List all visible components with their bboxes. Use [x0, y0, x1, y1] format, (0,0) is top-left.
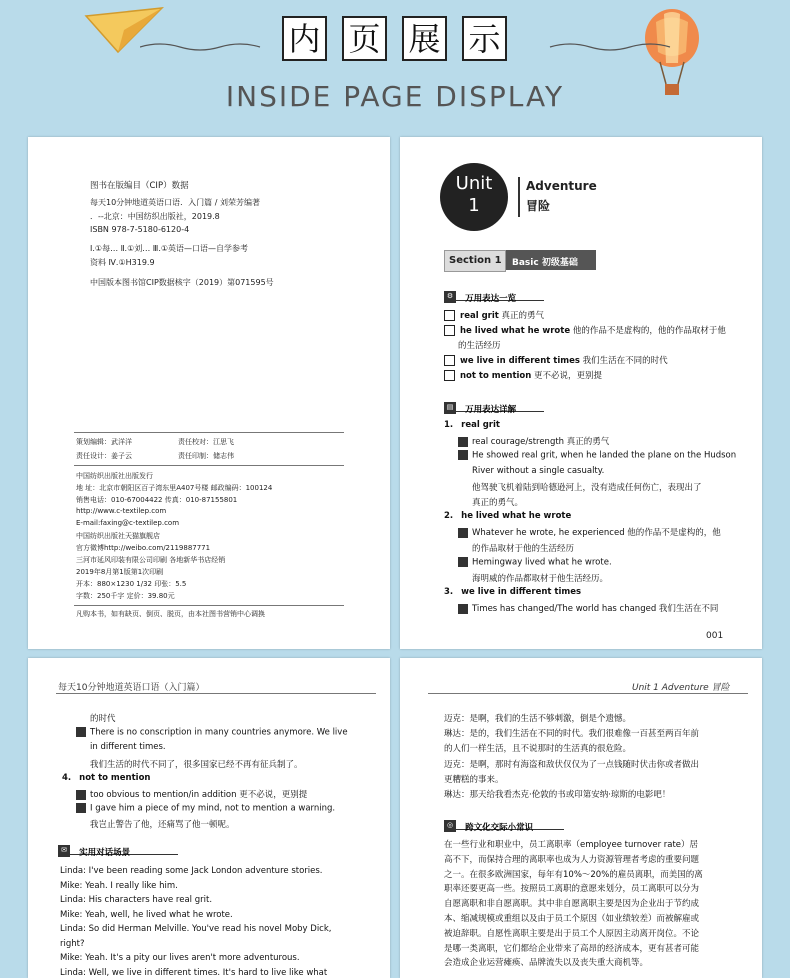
publisher-line: 2019年8月第1版第1次印刷: [76, 568, 164, 576]
example-icon: [458, 528, 468, 538]
overview-title: 万用表达一览: [465, 294, 517, 304]
entry-continuation: 的作品取材于他的生活经历: [472, 543, 575, 554]
section-label: Section 1: [449, 255, 502, 266]
page-copyright: [28, 137, 390, 649]
culture-line: 会造成企业运营瘫痪、品牌流失以及丧失重大商机等。: [444, 958, 649, 969]
synonym-line: [458, 435, 609, 447]
culture-title: 跨文化交际小常识: [465, 823, 534, 833]
detail-title: 万用表达详解: [465, 405, 517, 415]
overview-item-cont: 的生活经历: [458, 341, 501, 351]
unit-title-en: Adventure: [526, 179, 597, 193]
header-rule: [56, 693, 376, 694]
entry-continuation: River without a single casualty.: [472, 465, 605, 476]
example-icon: [458, 450, 468, 460]
overview-item: not to mention 更不必说，更别提: [444, 369, 602, 381]
overview-heading: [444, 286, 544, 304]
entry-text: I gave him a piece of my mind, not to mention a warning.: [90, 803, 336, 814]
entry-continuation: 真正的勇气。: [472, 498, 524, 508]
entry-text: There is no conscription in many countries anymore. We live: [90, 727, 348, 738]
cip-line: 每天10分钟地道英语口语．入门篇 / 刘荣芳编著: [90, 198, 260, 207]
section-sub-box: [506, 250, 596, 270]
book-icon: ▤: [444, 402, 456, 414]
entry-continuation: in different times.: [90, 742, 166, 753]
entry-text: He showed real grit, when he landed the plane on the Hudson: [472, 450, 737, 461]
overview-item: we live in different times 我们生活在不同的时代: [444, 354, 668, 366]
tools-icon: ⚙: [444, 291, 456, 303]
dialog-title: 实用对话场景: [79, 848, 131, 858]
entry-text: Whatever he wrote, he experienced 他的作品不是虚构的，他: [472, 528, 721, 539]
synonym-icon: [458, 437, 468, 447]
dialog-line: Mike: Yeah. I really like him.: [60, 880, 178, 891]
divider: [74, 432, 344, 433]
culture-line: 被迫辞职。自愿性离职主要是出于员工个人原因主动离开岗位。不论: [444, 928, 700, 939]
publisher-line: 中国纺织出版社天猫旗舰店: [76, 532, 160, 540]
example-line: [458, 557, 612, 568]
page-unit-1: [400, 137, 762, 649]
dialog-line: Linda: His characters have real grit.: [60, 895, 213, 905]
divider: [74, 465, 344, 466]
dialog-line: 琳达：那天给我看杰克·伦敦的书或印第安纳·琼斯的电影吧！: [444, 790, 671, 800]
entry-number: 2.: [444, 511, 454, 522]
dialog-heading: [58, 840, 178, 858]
cip-line: Ⅰ.①每… Ⅱ.①刘… Ⅲ.①英语—口语—自学参考: [90, 244, 249, 253]
entry-text: Times has changed/The world has changed 我们生活在不同: [472, 604, 719, 615]
checkbox-icon: [444, 370, 455, 381]
overview-item: real grit 真正的勇气: [444, 309, 544, 321]
entry-continuation: 我们生活的时代不同了，很多国家已经不再有征兵制了。: [90, 759, 303, 770]
detail-heading: [444, 397, 544, 415]
synonym-line: [458, 602, 718, 614]
page-footer-note: 凡购本书，如有缺页、倒页、脱页，由本社图书营销中心调换: [76, 610, 265, 618]
page-continued: [28, 658, 390, 978]
credit: 责任校对：江思飞: [178, 438, 234, 446]
synonym-line: [76, 788, 307, 800]
publisher-line: 地 址：北京市朝阳区百子湾东里A407号楼 邮政编码：100124: [76, 484, 273, 492]
example-icon: [76, 727, 86, 737]
entry-phrase: we live in different times: [461, 587, 582, 598]
credit: 责任印制：储志伟: [178, 452, 234, 460]
title-char: 展: [402, 16, 447, 61]
unit-separator: [518, 177, 520, 217]
example-line: [76, 803, 335, 814]
checkbox-icon: [444, 355, 455, 366]
dialog-line: 琳达：是的，我们生活在不同的时代。我们很难像一百甚至两百年前: [444, 729, 700, 740]
entry-number: 1.: [444, 420, 454, 430]
cip-line: 中国版本图书馆CIP数据核字（2019）第071595号: [90, 278, 274, 287]
unit-word: Unit: [455, 173, 493, 194]
chat-icon: ✉: [58, 845, 70, 857]
entry-phrase: he lived what he wrote: [461, 511, 572, 522]
entry-continuation: 他驾驶飞机着陆到哈德逊河上，没有造成任何伤亡，表现出了: [472, 482, 702, 493]
unit-title-cn: 冒险: [526, 199, 551, 213]
publisher-line: 字数：250千字 定价：39.80元: [76, 592, 175, 600]
publisher-line: E-mail:faxing@c-textilep.com: [76, 519, 180, 527]
culture-line: 职率还要更高一些。按照员工离职的意愿来划分，员工离职可以分为: [444, 884, 700, 895]
entry-phrase: not to mention: [79, 772, 151, 783]
page-number: 001: [706, 631, 724, 641]
divider: [74, 605, 344, 606]
entry-number: 3.: [444, 587, 454, 598]
title-char: 示: [462, 16, 507, 61]
culture-line: 本、缩减规模或重组以及由于员工个原因（如业绩较差）而被解雇或: [444, 914, 700, 924]
dialog-line: Mike: Yeah. It's a pity our lives aren't more adventurous.: [60, 953, 300, 963]
running-header: Unit 1 Adventure 冒险: [632, 683, 730, 693]
title-char: 页: [342, 16, 387, 61]
synonym-icon: [76, 790, 86, 800]
publisher-line: 官方微博http://weibo.com/2119887771: [76, 544, 211, 552]
synonym-icon: [458, 604, 468, 614]
dialog-line: Linda: Well, we live in different times. It's hard to live like what: [60, 967, 328, 978]
culture-line: 在一些行业和职业中，员工离职率（employee turnover rate）居: [444, 840, 699, 850]
header-rule: [428, 693, 748, 694]
dialog-line: right?: [60, 938, 85, 949]
banner-wavy-line: [140, 38, 680, 50]
cip-line: ．--北京：中国纺织出版社，2019.8: [90, 212, 220, 221]
dialog-line: Linda: I've been reading some Jack London adventure stories.: [60, 866, 323, 876]
running-header: 每天10分钟地道英语口语（入门篇）: [58, 683, 205, 693]
entry-continuation: 的时代: [90, 714, 116, 724]
credit: 责任设计：姜子云: [76, 452, 132, 460]
publisher-line: 三河市延风印装有限公司印刷 各地新华书店经销: [76, 556, 226, 564]
unit-badge: [440, 163, 508, 231]
publisher-line: 中国纺织出版社出版发行: [76, 472, 153, 480]
unit-number: 1: [468, 195, 480, 216]
culture-line: 自愿离职和非自愿离职。其中非自愿离职主要是因为企业出于节约成: [444, 899, 700, 910]
example-line: [458, 526, 721, 538]
example-line: [458, 450, 736, 461]
example-icon: [76, 803, 86, 813]
cip-line: ISBN 978-7-5180-6120-4: [90, 225, 190, 234]
checkbox-icon: [444, 325, 455, 336]
cip-title: 图书在版编目（CIP）数据: [90, 181, 189, 191]
dialog-line: 更糟糕的事来。: [444, 774, 504, 785]
entry-text: real courage/strength 真正的勇气: [472, 437, 610, 448]
banner-subtitle: INSIDE PAGE DISPLAY: [225, 80, 565, 113]
entry-text: too obvious to mention/in addition 更不必说，更别提: [90, 790, 308, 800]
cip-line: 资料 Ⅳ.①H319.9: [90, 258, 155, 267]
publisher-line: 销售电话：010-67004422 传真：010-87155801: [76, 496, 238, 504]
credit: 策划编辑：武洋洋: [76, 438, 132, 446]
globe-icon: ◎: [444, 820, 456, 832]
entry-text: Hemingway lived what he wrote.: [472, 557, 612, 568]
section-label-box: [444, 250, 506, 272]
dialog-line: 迈克：是啊，那时有海盗和敌伏仅仅为了一点钱随时伏击你或者做出: [444, 759, 700, 770]
dialog-line: Mike: Yeah, well, he lived what he wrote.: [60, 909, 233, 920]
detail-entry-heading: [444, 587, 581, 597]
culture-line: 是哪一类离职，它们都给企业带来了高昂的经济成本，更有甚者可能: [444, 943, 700, 954]
overview-item: he lived what he wrote 他的作品不是虚构的，他的作品取材于他: [444, 324, 726, 336]
title-char: 内: [282, 16, 327, 61]
culture-line: 之一。在很多欧洲国家，每年有10%～20%的雇员离职，而美国的离: [444, 869, 703, 880]
detail-entry-heading: [444, 511, 571, 521]
example-line: [76, 727, 348, 738]
section-sub: Basic 初级基础: [512, 258, 578, 268]
dialog-line: 迈克：是啊，我们的生活不够刺激，倒是个遗憾。: [444, 714, 632, 724]
dialog-line: 的人们一样生活，且不说那时的生活真的很危险。: [444, 744, 632, 755]
entry-phrase: real grit: [461, 420, 500, 430]
entry-number: 4.: [62, 772, 72, 783]
dialog-line: Linda: So did Herman Melville. You've read his novel Moby Dick,: [60, 924, 332, 934]
publisher-line: 开本：880×1230 1/32 印张：5.5: [76, 580, 187, 588]
detail-entry-heading: [444, 420, 500, 430]
checkbox-icon: [444, 310, 455, 321]
culture-line: 高不下，而保持合理的离职率也成为人力资源管理者考虑的重要问题: [444, 854, 700, 865]
publisher-line: http://www.c-textilep.com: [76, 507, 167, 515]
culture-heading: [444, 815, 564, 833]
example-icon: [458, 557, 468, 567]
entry-continuation: 海明威的作品都取材于他生活经历。: [472, 574, 609, 584]
page-culture: [400, 658, 762, 978]
detail-entry-heading: [62, 773, 150, 783]
entry-continuation: 我岂止警告了他，还痛骂了他一顿呢。: [90, 820, 235, 831]
